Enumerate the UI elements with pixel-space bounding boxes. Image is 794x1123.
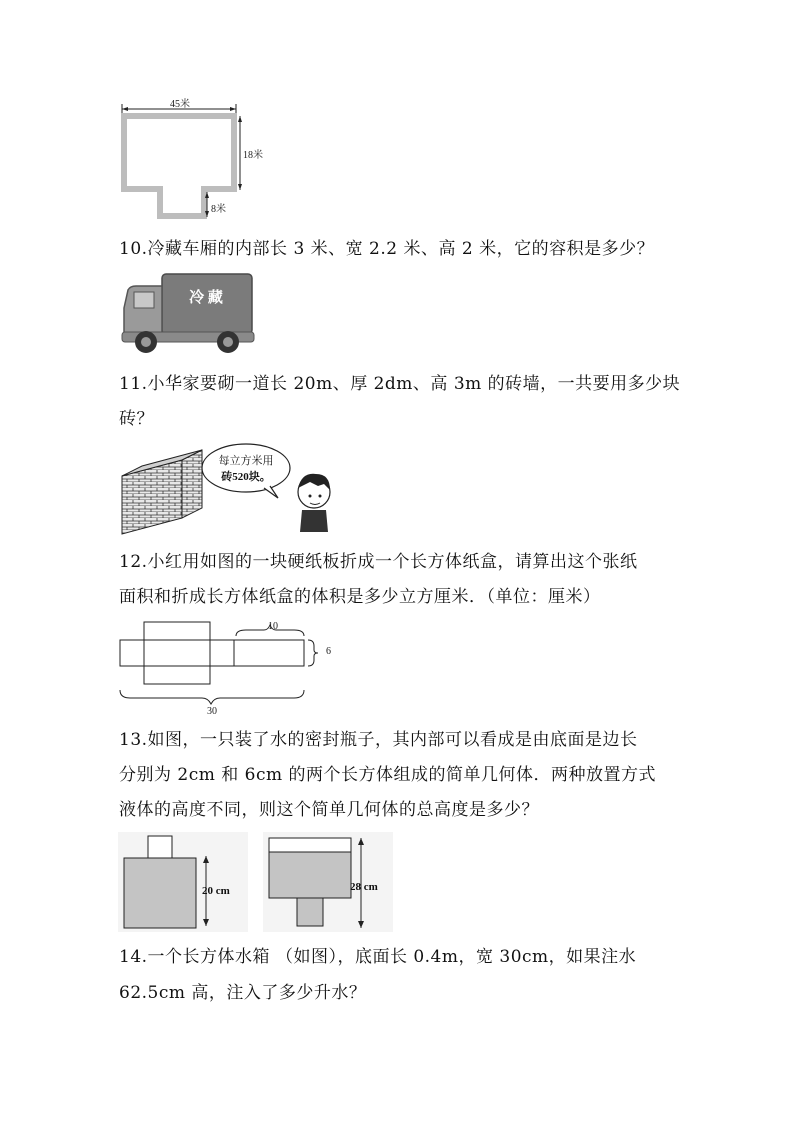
truck-illustration <box>118 270 258 360</box>
question-13-line3: 液体的高度不同，则这个简单几何体的总高度是多少？ <box>119 800 539 820</box>
net-label-30: 30 <box>207 706 217 717</box>
net-label-6: 6 <box>326 646 331 657</box>
box-net-figure <box>116 616 346 716</box>
floorplan-right-label: 18米 <box>243 150 263 161</box>
height-label-right: 28 cm <box>350 881 378 893</box>
net-label-10: 10 <box>268 621 278 632</box>
question-11-line1: 11.小华家要砌一道长 20m、厚 2dm、高 3m 的砖墙，一共要用多少块 <box>119 374 681 394</box>
question-14-line1: 14.一个长方体水箱 （如图），底面长 0.4m，宽 30cm，如果注水 <box>119 947 637 967</box>
question-12-line1: 12.小红用如图的一块硬纸板折成一个长方体纸盒，请算出这个张纸 <box>119 552 638 572</box>
height-label-left: 20 cm <box>202 885 230 897</box>
floorplan-bottom-label: 8米 <box>211 204 226 215</box>
bottle-figure-inverted <box>263 832 393 932</box>
truck-box-label: 冷 藏 <box>189 290 223 306</box>
question-14-line2: 62.5cm 高，注入了多少升水？ <box>119 983 367 1003</box>
bubble-line1: 每立方米用 <box>218 455 274 467</box>
bubble-line2: 砖520块。 <box>221 471 271 483</box>
question-10-text: 10.冷藏车厢的内部长 3 米、宽 2.2 米、高 2 米，它的容积是多少？ <box>119 239 655 259</box>
question-13-line1: 13.如图，一只装了水的密封瓶子，其内部可以看成是由底面是边长 <box>119 730 638 750</box>
question-11-line2: 砖？ <box>119 409 154 429</box>
bottle-figure-upright <box>118 832 248 932</box>
brick-wall-illustration <box>118 440 348 540</box>
question-13-line2: 分别为 2cm 和 6cm 的两个长方体组成的简单几何体．两种放置方式 <box>119 765 657 785</box>
floorplan-top-label: 45米 <box>170 99 190 110</box>
question-12-line2: 面积和折成长方体纸盒的体积是多少立方厘米．（单位：厘米） <box>119 587 601 607</box>
